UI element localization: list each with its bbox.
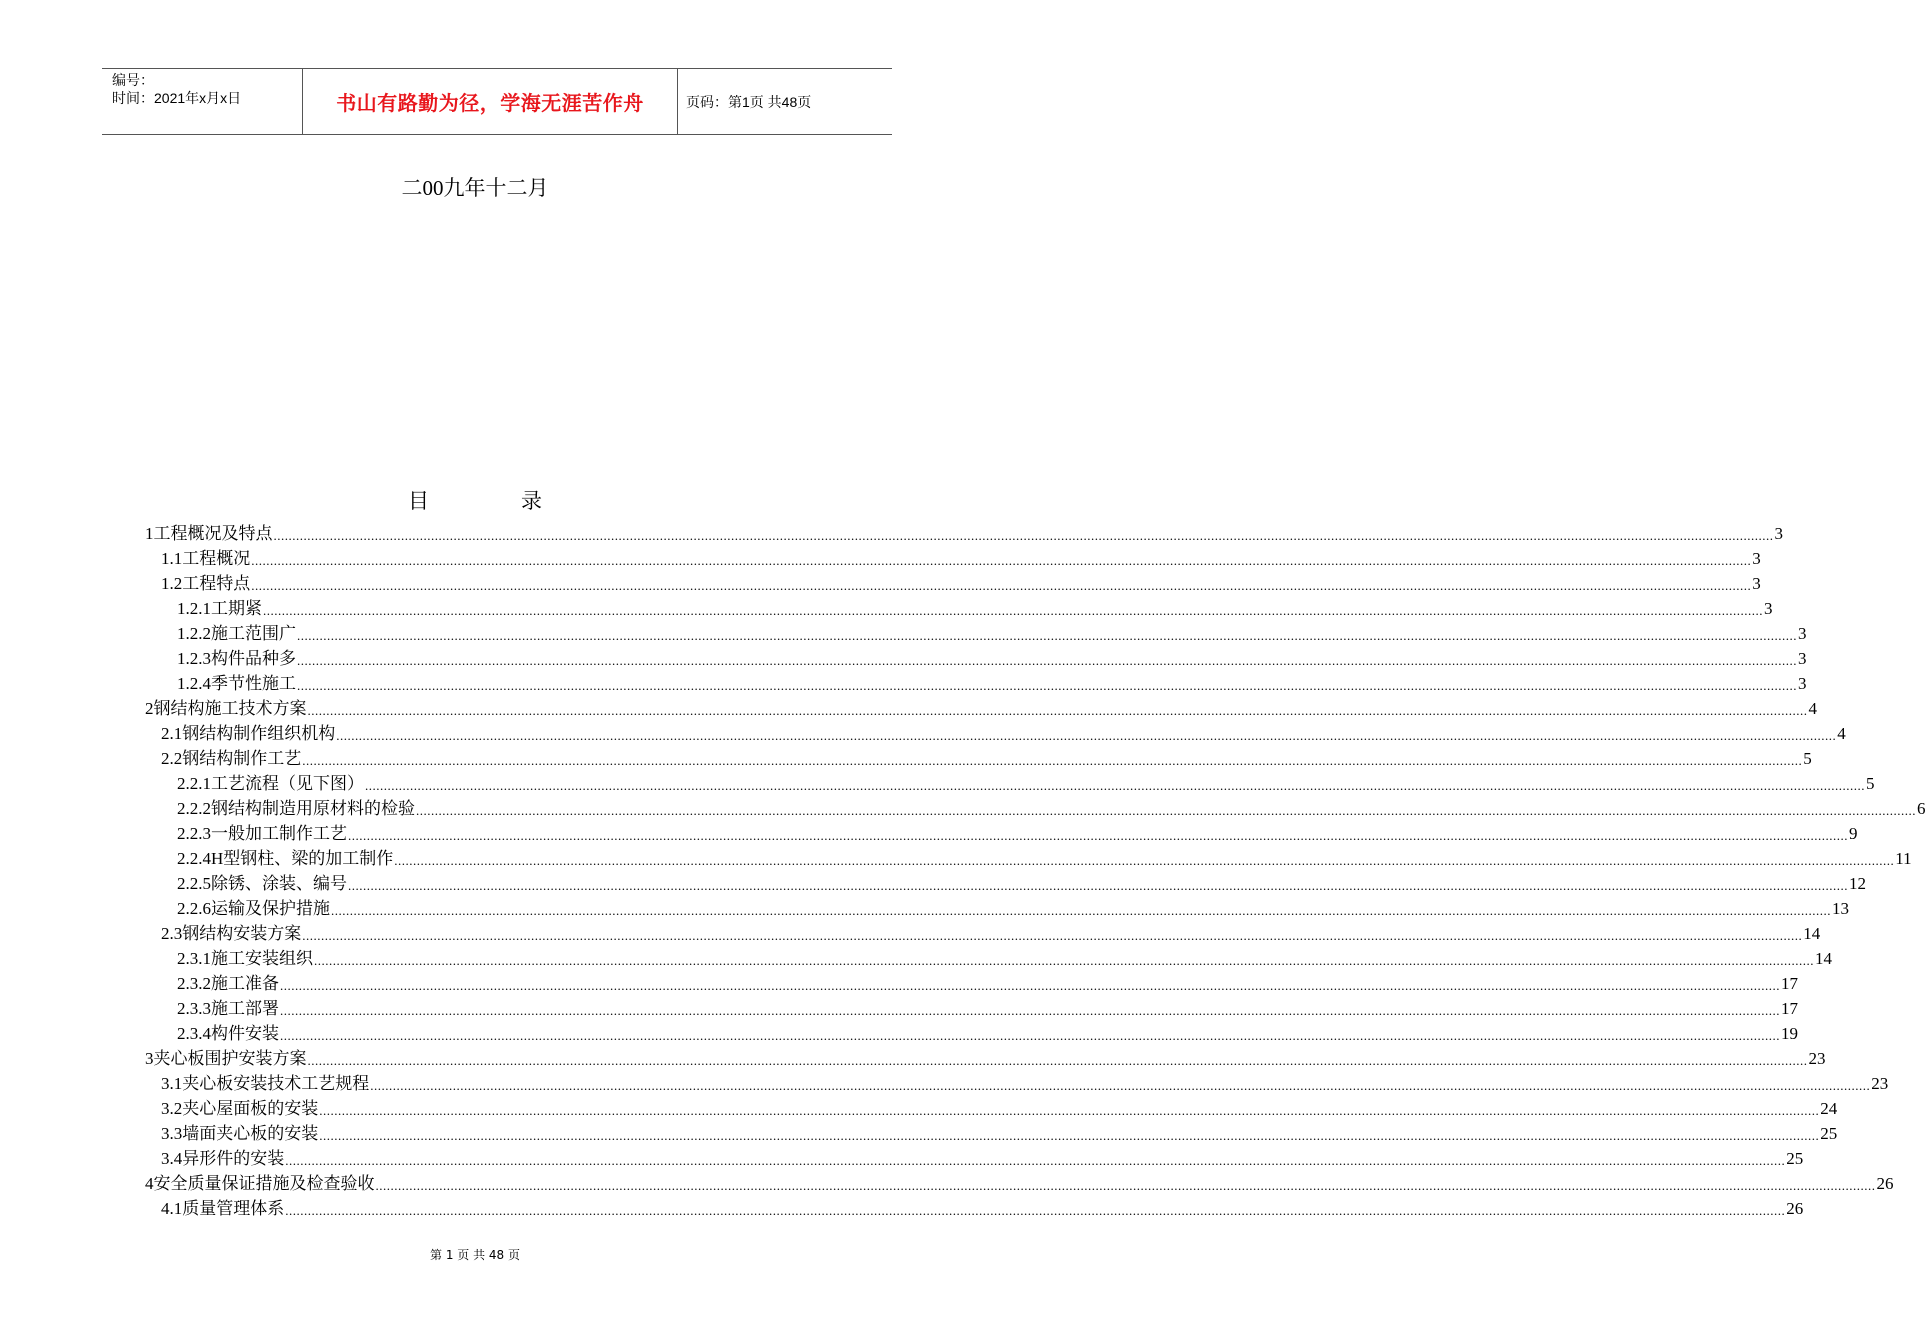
toc-entry[interactable] — [177, 646, 1807, 671]
number-label: 编号： — [112, 72, 154, 88]
toc-dot-leader: ................................................................................................................................................................................................................................................................................................................................................................................................................ — [314, 953, 1814, 968]
toc-entry[interactable] — [177, 946, 1832, 971]
toc-entry-page: 14 — [1803, 924, 1821, 943]
toc-entry-page: 25 — [1786, 1149, 1804, 1168]
toc-entry-page: 11 — [1895, 849, 1912, 868]
toc-entry-title: 钢结构制作工艺 — [182, 749, 302, 768]
toc-entry[interactable] — [161, 721, 1846, 746]
toc-dot-leader: ................................................................................................................................................................................................................................................................................................................................................................................................................ — [263, 603, 1763, 618]
toc-entry-number: 1 — [145, 524, 154, 543]
toc-entry-number: 2.3.4 — [177, 1024, 211, 1043]
toc-entry-page: 19 — [1781, 1024, 1798, 1043]
toc-entry[interactable] — [177, 871, 1866, 896]
toc-entry[interactable] — [161, 921, 1821, 946]
toc-entry[interactable] — [177, 971, 1798, 996]
toc-entry-number: 1.2.3 — [177, 649, 211, 668]
toc-dot-leader: ................................................................................................................................................................................................................................................................................................................................................................................................................ — [273, 528, 1774, 543]
toc-entry-number: 3 — [145, 1049, 154, 1068]
toc-entry-title: 施工范围广 — [211, 624, 296, 643]
toc-entry-title: 夹心板围护安装方案 — [153, 1049, 307, 1068]
toc-entry-page: 23 — [1871, 1074, 1889, 1093]
toc-dot-leader: ................................................................................................................................................................................................................................................................................................................................................................................................................ — [285, 1203, 1786, 1218]
toc-entry-title: 季节性施工 — [211, 674, 296, 693]
toc-entry-number: 1.2 — [161, 574, 183, 593]
toc-entry-title: 异形件的安装 — [182, 1149, 285, 1168]
toc-entry-title: 钢结构制作组织机构 — [182, 724, 336, 743]
toc-entry[interactable] — [145, 1046, 1826, 1071]
toc-entry[interactable] — [145, 1171, 1894, 1196]
time-label: 时间：2021年x月x日 — [112, 90, 242, 106]
toc-entry[interactable] — [161, 746, 1812, 771]
toc-entry[interactable] — [177, 1021, 1798, 1046]
toc-entry-title: 夹心板安装技术工艺规程 — [182, 1074, 370, 1093]
toc-entry-number: 2.2.2 — [177, 799, 211, 818]
toc-entry[interactable] — [161, 1071, 1889, 1096]
toc-entry-page: 3 — [1798, 624, 1807, 643]
toc-dot-leader: ................................................................................................................................................................................................................................................................................................................................................................................................................ — [365, 778, 1865, 793]
toc-entry-number: 1.1 — [161, 549, 183, 568]
toc-entry-title: 施工部署 — [211, 999, 279, 1018]
toc-entry-number: 2 — [145, 699, 154, 718]
toc-dot-leader: ................................................................................................................................................................................................................................................................................................................................................................................................................ — [319, 1103, 1820, 1118]
toc-entry-number: 1.2.4 — [177, 674, 211, 693]
toc-entry[interactable] — [177, 846, 1912, 871]
toc-dot-leader: ................................................................................................................................................................................................................................................................................................................................................................................................................ — [331, 903, 1831, 918]
toc-entry-page: 3 — [1764, 599, 1773, 618]
toc-entry-title: 夹心屋面板的安装 — [182, 1099, 319, 1118]
toc-entry-title: 工程概况及特点 — [153, 524, 273, 543]
document-date: 二00九年十二月 — [401, 176, 549, 200]
toc-entry-title: 工程特点 — [182, 574, 251, 593]
toc-entry-number: 2.2 — [161, 749, 183, 768]
toc-entry-page: 4 — [1808, 699, 1817, 718]
toc-entry-number: 1.2.2 — [177, 624, 211, 643]
toc-dot-leader: ................................................................................................................................................................................................................................................................................................................................................................................................................ — [280, 978, 1780, 993]
header-motto: 书山有路勤为径，学海无涯苦作舟 — [303, 69, 678, 134]
toc-dot-leader: ................................................................................................................................................................................................................................................................................................................................................................................................................ — [280, 1003, 1780, 1018]
toc-dot-leader: ................................................................................................................................................................................................................................................................................................................................................................................................................ — [348, 828, 1848, 843]
toc-entry[interactable] — [161, 546, 1761, 571]
toc-dot-leader: ................................................................................................................................................................................................................................................................................................................................................................................................................ — [297, 653, 1797, 668]
toc-entry-title: 钢结构安装方案 — [182, 924, 302, 943]
toc-entry-page: 4 — [1837, 724, 1846, 743]
toc-dot-leader: ................................................................................................................................................................................................................................................................................................................................................................................................................ — [280, 1028, 1780, 1043]
toc-entry-title: 施工准备 — [211, 974, 279, 993]
toc-entry-number: 2.2.4 — [177, 849, 211, 868]
toc-entry-page: 3 — [1752, 574, 1761, 593]
toc-entry-page: 26 — [1786, 1199, 1804, 1218]
toc-entry-title: 一般加工制作工艺 — [211, 824, 347, 843]
toc-entry-number: 2.3.1 — [177, 949, 211, 968]
toc-entry[interactable] — [177, 671, 1807, 696]
toc-entry[interactable] — [161, 1121, 1838, 1146]
toc-entry[interactable] — [177, 596, 1773, 621]
toc-entry-title: 钢结构施工技术方案 — [153, 699, 307, 718]
toc-entry-title: 施工安装组织 — [211, 949, 313, 968]
toc-dot-leader: ................................................................................................................................................................................................................................................................................................................................................................................................................ — [285, 1153, 1786, 1168]
toc-entry-page: 26 — [1876, 1174, 1894, 1193]
toc-entry-title: 构件品种多 — [211, 649, 296, 668]
toc-entry-page: 3 — [1774, 524, 1783, 543]
toc-entry-page: 9 — [1849, 824, 1858, 843]
toc-dot-leader: ................................................................................................................................................................................................................................................................................................................................................................................................................ — [297, 678, 1797, 693]
toc-entry-page: 5 — [1866, 774, 1875, 793]
toc-entry-number: 2.1 — [161, 724, 183, 743]
toc-entry-title: 工程概况 — [182, 549, 251, 568]
toc-entry[interactable] — [161, 1146, 1804, 1171]
toc-dot-leader: ................................................................................................................................................................................................................................................................................................................................................................................................................ — [348, 878, 1848, 893]
toc-entry-number: 2.2.1 — [177, 774, 211, 793]
toc-dot-leader: ................................................................................................................................................................................................................................................................................................................................................................................................................ — [302, 753, 1803, 768]
toc-entry[interactable] — [177, 771, 1875, 796]
toc-entry-number: 4 — [145, 1174, 154, 1193]
toc-dot-leader: ................................................................................................................................................................................................................................................................................................................................................................................................................ — [307, 1053, 1808, 1068]
toc-entry-title: 构件安装 — [211, 1024, 279, 1043]
toc-entry-page: 25 — [1820, 1124, 1838, 1143]
toc-title-right: 录 — [521, 489, 542, 513]
toc-entry-page: 13 — [1832, 899, 1849, 918]
toc-entry-number: 3.2 — [161, 1099, 183, 1118]
header-meta — [102, 69, 303, 134]
toc-dot-leader: ................................................................................................................................................................................................................................................................................................................................................................................................................ — [370, 1078, 1871, 1093]
toc-entry-title: 运输及保护措施 — [211, 899, 330, 918]
toc-entry-page: 3 — [1798, 649, 1807, 668]
toc-title-left: 目 — [408, 489, 429, 513]
toc-entry-number: 1.2.1 — [177, 599, 211, 618]
toc-entry-number: 3.1 — [161, 1074, 183, 1093]
toc-entry[interactable] — [161, 1096, 1838, 1121]
toc-entry[interactable] — [145, 696, 1817, 721]
toc-entry[interactable] — [177, 821, 1858, 846]
toc-entry[interactable] — [145, 521, 1783, 546]
toc-dot-leader: ................................................................................................................................................................................................................................................................................................................................................................................................................ — [416, 803, 1916, 818]
toc-entry[interactable] — [177, 796, 1926, 821]
page-footer: 第 1 页 共 48 页 — [430, 1248, 520, 1262]
toc-entry[interactable] — [161, 1196, 1804, 1221]
toc-entry-page: 6 — [1917, 799, 1926, 818]
toc-entry-page: 12 — [1849, 874, 1866, 893]
toc-dot-leader: ................................................................................................................................................................................................................................................................................................................................................................................................................ — [251, 553, 1752, 568]
toc-entry-title: 安全质量保证措施及检查验收 — [153, 1174, 375, 1193]
toc-dot-leader: ................................................................................................................................................................................................................................................................................................................................................................................................................ — [394, 853, 1895, 868]
header-page-info: 页码：第1页 共48页 — [686, 93, 812, 110]
toc-entry-page: 3 — [1752, 549, 1761, 568]
toc-entry-page: 23 — [1808, 1049, 1826, 1068]
toc-entry-number: 2.3.3 — [177, 999, 211, 1018]
toc-entry-title: 墙面夹心板的安装 — [182, 1124, 319, 1143]
toc-dot-leader: ................................................................................................................................................................................................................................................................................................................................................................................................................ — [319, 1128, 1820, 1143]
toc-entry[interactable] — [161, 571, 1761, 596]
toc-dot-leader: ................................................................................................................................................................................................................................................................................................................................................................................................................ — [302, 928, 1803, 943]
toc-entry-number: 2.2.3 — [177, 824, 211, 843]
toc-entry-number: 3.3 — [161, 1124, 183, 1143]
toc-entry[interactable] — [177, 896, 1849, 921]
toc-entry-number: 2.2.5 — [177, 874, 211, 893]
toc-entry[interactable] — [177, 996, 1798, 1021]
toc-dot-leader: ................................................................................................................................................................................................................................................................................................................................................................................................................ — [297, 628, 1797, 643]
toc-entry-title: 质量管理体系 — [182, 1199, 285, 1218]
toc-entry-page: 24 — [1820, 1099, 1838, 1118]
toc-entry-title: H型钢柱、梁的加工制作 — [211, 849, 394, 868]
toc-entry-page: 5 — [1803, 749, 1812, 768]
toc-entry[interactable] — [177, 621, 1807, 646]
toc-entry-number: 2.3 — [161, 924, 183, 943]
toc-entry-number: 2.3.2 — [177, 974, 211, 993]
toc-dot-leader: ................................................................................................................................................................................................................................................................................................................................................................................................................ — [251, 578, 1752, 593]
toc-dot-leader: ................................................................................................................................................................................................................................................................................................................................................................................................................ — [375, 1178, 1876, 1193]
toc-entry-page: 17 — [1781, 999, 1798, 1018]
toc-entry-number: 2.2.6 — [177, 899, 211, 918]
toc-entry-title: 工期紧 — [211, 599, 262, 618]
page-header — [102, 68, 892, 135]
toc-entry-number: 3.4 — [161, 1149, 183, 1168]
toc-entry-number: 4.1 — [161, 1199, 183, 1218]
toc-dot-leader: ................................................................................................................................................................................................................................................................................................................................................................................................................ — [336, 728, 1837, 743]
toc-entry-title: 钢结构制造用原材料的检验 — [211, 799, 415, 818]
toc-entry-page: 3 — [1798, 674, 1807, 693]
toc-entry-title: 除锈、涂装、编号 — [211, 874, 347, 893]
toc-title — [0, 485, 950, 515]
toc-entry-page: 17 — [1781, 974, 1798, 993]
toc-entry-page: 14 — [1815, 949, 1832, 968]
toc-entry-title: 工艺流程（见下图） — [211, 774, 364, 793]
toc-dot-leader: ................................................................................................................................................................................................................................................................................................................................................................................................................ — [307, 703, 1808, 718]
